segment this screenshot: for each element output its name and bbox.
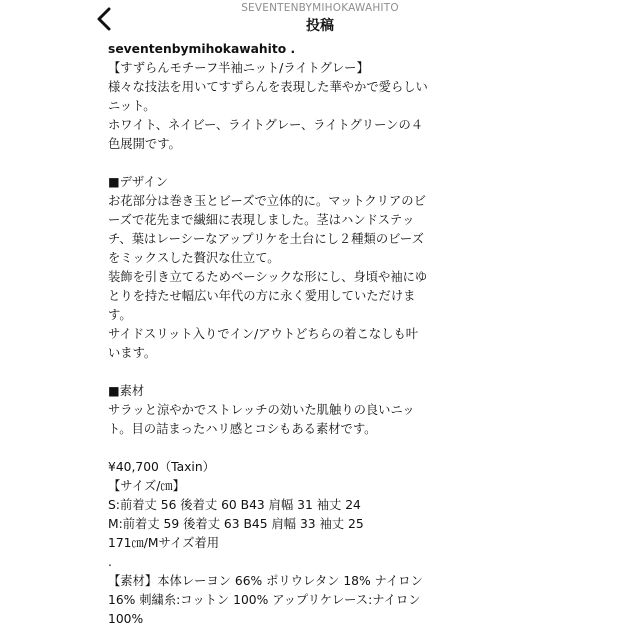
caption-line: 【素材】本体レーヨン 66% ポリウレタン 18% ナイロン <box>108 574 423 588</box>
caption-line: 様々な技法を用いてすずらんを表現した華やかで愛らしい <box>108 80 428 94</box>
caption-line: ¥40,700（Taxin） <box>108 460 215 474</box>
post-caption <box>108 40 508 629</box>
caption-body <box>108 59 508 629</box>
caption-line: ニット。 <box>108 99 156 113</box>
caption-line: 【サイズ/㎝】 <box>108 479 185 493</box>
caption-line: ■素材 <box>108 384 145 398</box>
caption-line: 【すずらんモチーフ半袖ニット/ライトグレー】 <box>108 61 369 75</box>
caption-line: とりを持たせ幅広い年代の方に永く愛用していただけま <box>108 289 416 303</box>
caption-line: . <box>108 555 112 569</box>
caption-line: お花部分は巻き玉とビーズで立体的に。マットクリアのビ <box>108 194 426 208</box>
caption-line: ホワイト、ネイビー、ライトグレー、ライトグリーンの４ <box>108 118 424 132</box>
caption-line: 色展開です。 <box>108 137 181 151</box>
page-title: 投稿 <box>306 18 334 34</box>
caption-line: 16% 刺繍糸:コットン 100% アップリケレース:ナイロン <box>108 593 421 607</box>
caption-username[interactable]: seventenbymihokawahito . <box>108 42 296 56</box>
caption-line: M:前着丈 59 後着丈 63 B45 肩幅 33 袖丈 25 <box>108 517 364 531</box>
caption-line: 171㎝/Mサイズ着用 <box>108 536 220 550</box>
top-bar <box>0 0 640 38</box>
caption-line: 100% <box>108 612 144 626</box>
caption-line: ーズで花先まで繊細に表現しました。茎はハンドステッ <box>108 213 415 227</box>
caption-line: チ、葉はレーシーなアップリケを土台にし２種類のビーズ <box>108 232 424 246</box>
caption-line: ■デザイン <box>108 175 168 189</box>
caption-line: す。 <box>108 308 132 322</box>
caption-line <box>108 363 508 382</box>
caption-line: 装飾を引き立てるためベーシックな形にし、身頃や袖にゆ <box>108 270 428 284</box>
caption-line: います。 <box>108 346 157 360</box>
caption-line: サラッと涼やかでストレッチの効いた肌触りの良いニッ <box>108 403 415 417</box>
caption-line: サイドスリット入りでイン/アウトどちらの着こなしも叶 <box>108 327 419 341</box>
caption-line <box>108 154 508 173</box>
caption-line: ト。目の詰まったハリ感とコシもある素材です。 <box>108 422 377 436</box>
caption-line: S:前着丈 56 後着丈 60 B43 肩幅 31 袖丈 24 <box>108 498 361 512</box>
caption-line: をミックスした贅沢な仕立て。 <box>108 251 280 265</box>
caption-line <box>108 439 508 458</box>
account-name[interactable]: SEVENTENBYMIHOKAWAHITO <box>241 2 399 14</box>
